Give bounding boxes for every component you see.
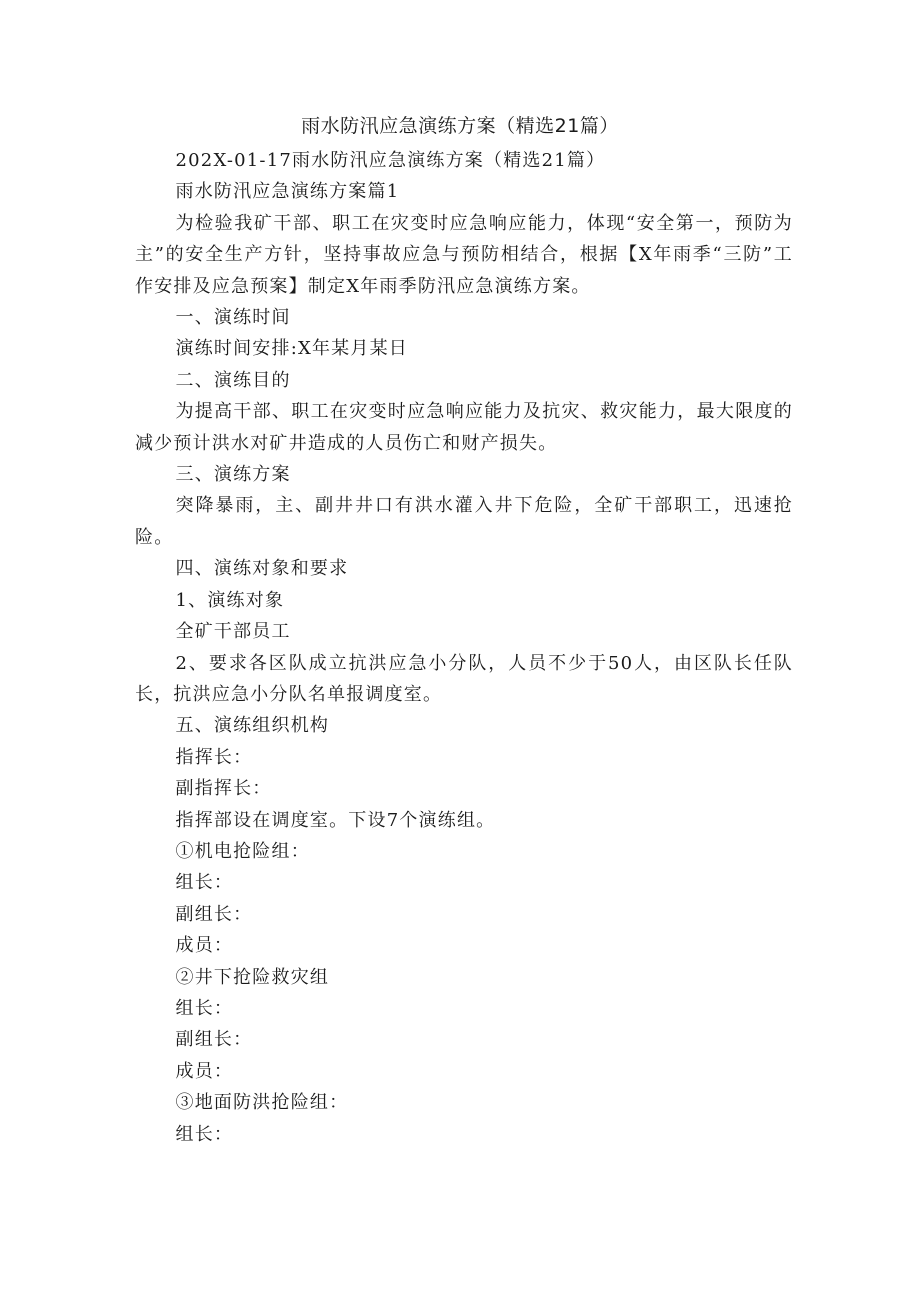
list-line: 组长： — [175, 1123, 234, 1145]
list-line: 组长： — [175, 997, 234, 1019]
group-heading: ②井下抢险救灾组 — [175, 966, 330, 988]
document-title: 雨水防汛应急演练方案（精选21篇） — [301, 115, 619, 137]
section-heading: 二、演练目的 — [175, 369, 291, 391]
list-line: 指挥长： — [175, 746, 253, 768]
body-paragraph: 为提高干部、职工在灾变时应急响应能力及抗灾、救灾能力，最大限度的减少预计洪水对矿井造成的人员伤亡和财产损失。 — [135, 401, 793, 454]
list-line: 副组长： — [175, 903, 253, 925]
group-heading: ③地面防洪抢险组： — [175, 1092, 349, 1114]
section-heading: 四、演练对象和要求 — [175, 558, 349, 580]
body-paragraph: 全矿干部员工 — [175, 621, 291, 643]
section-heading: 五、演练组织机构 — [175, 715, 330, 737]
body-paragraph: 为检验我矿干部、职工在灾变时应急响应能力，体现“安全第一，预防为主”的安全生产方针，坚持事故应急与预防相结合，根据【X年雨季“三防”工作安排及应急预案】制定X年雨季防汛应急演练方案。 — [135, 212, 793, 297]
group-heading: ①机电抢险组： — [175, 840, 310, 862]
list-line: 组长： — [175, 872, 234, 894]
body-paragraph: 突降暴雨，主、副井井口有洪水灌入井下危险，全矿干部职工，迅速抢险。 — [135, 495, 793, 548]
body-paragraph: 演练时间安排:X年某月某日 — [175, 338, 408, 360]
date-line: 202X-01-17雨水防汛应急演练方案（精选21篇） — [175, 150, 606, 171]
list-line: 成员： — [175, 935, 234, 957]
body-paragraph: 指挥部设在调度室。下设7个演练组。 — [175, 809, 496, 831]
section-heading: 三、演练方案 — [175, 464, 291, 486]
subsection-heading: 1、演练对象 — [175, 589, 285, 611]
list-line: 副组长： — [175, 1029, 253, 1051]
section-heading: 一、演练时间 — [175, 307, 291, 329]
body-paragraph: 2、要求各区队成立抗洪应急小分队，人员不少于50人，由区队长任队长，抗洪应急小分队名单报调度室。 — [135, 652, 793, 705]
list-line: 副指挥长： — [175, 778, 272, 800]
list-line: 成员： — [175, 1060, 234, 1082]
document-body — [135, 145, 793, 1150]
section-heading: 雨水防汛应急演练方案篇1 — [175, 181, 400, 203]
